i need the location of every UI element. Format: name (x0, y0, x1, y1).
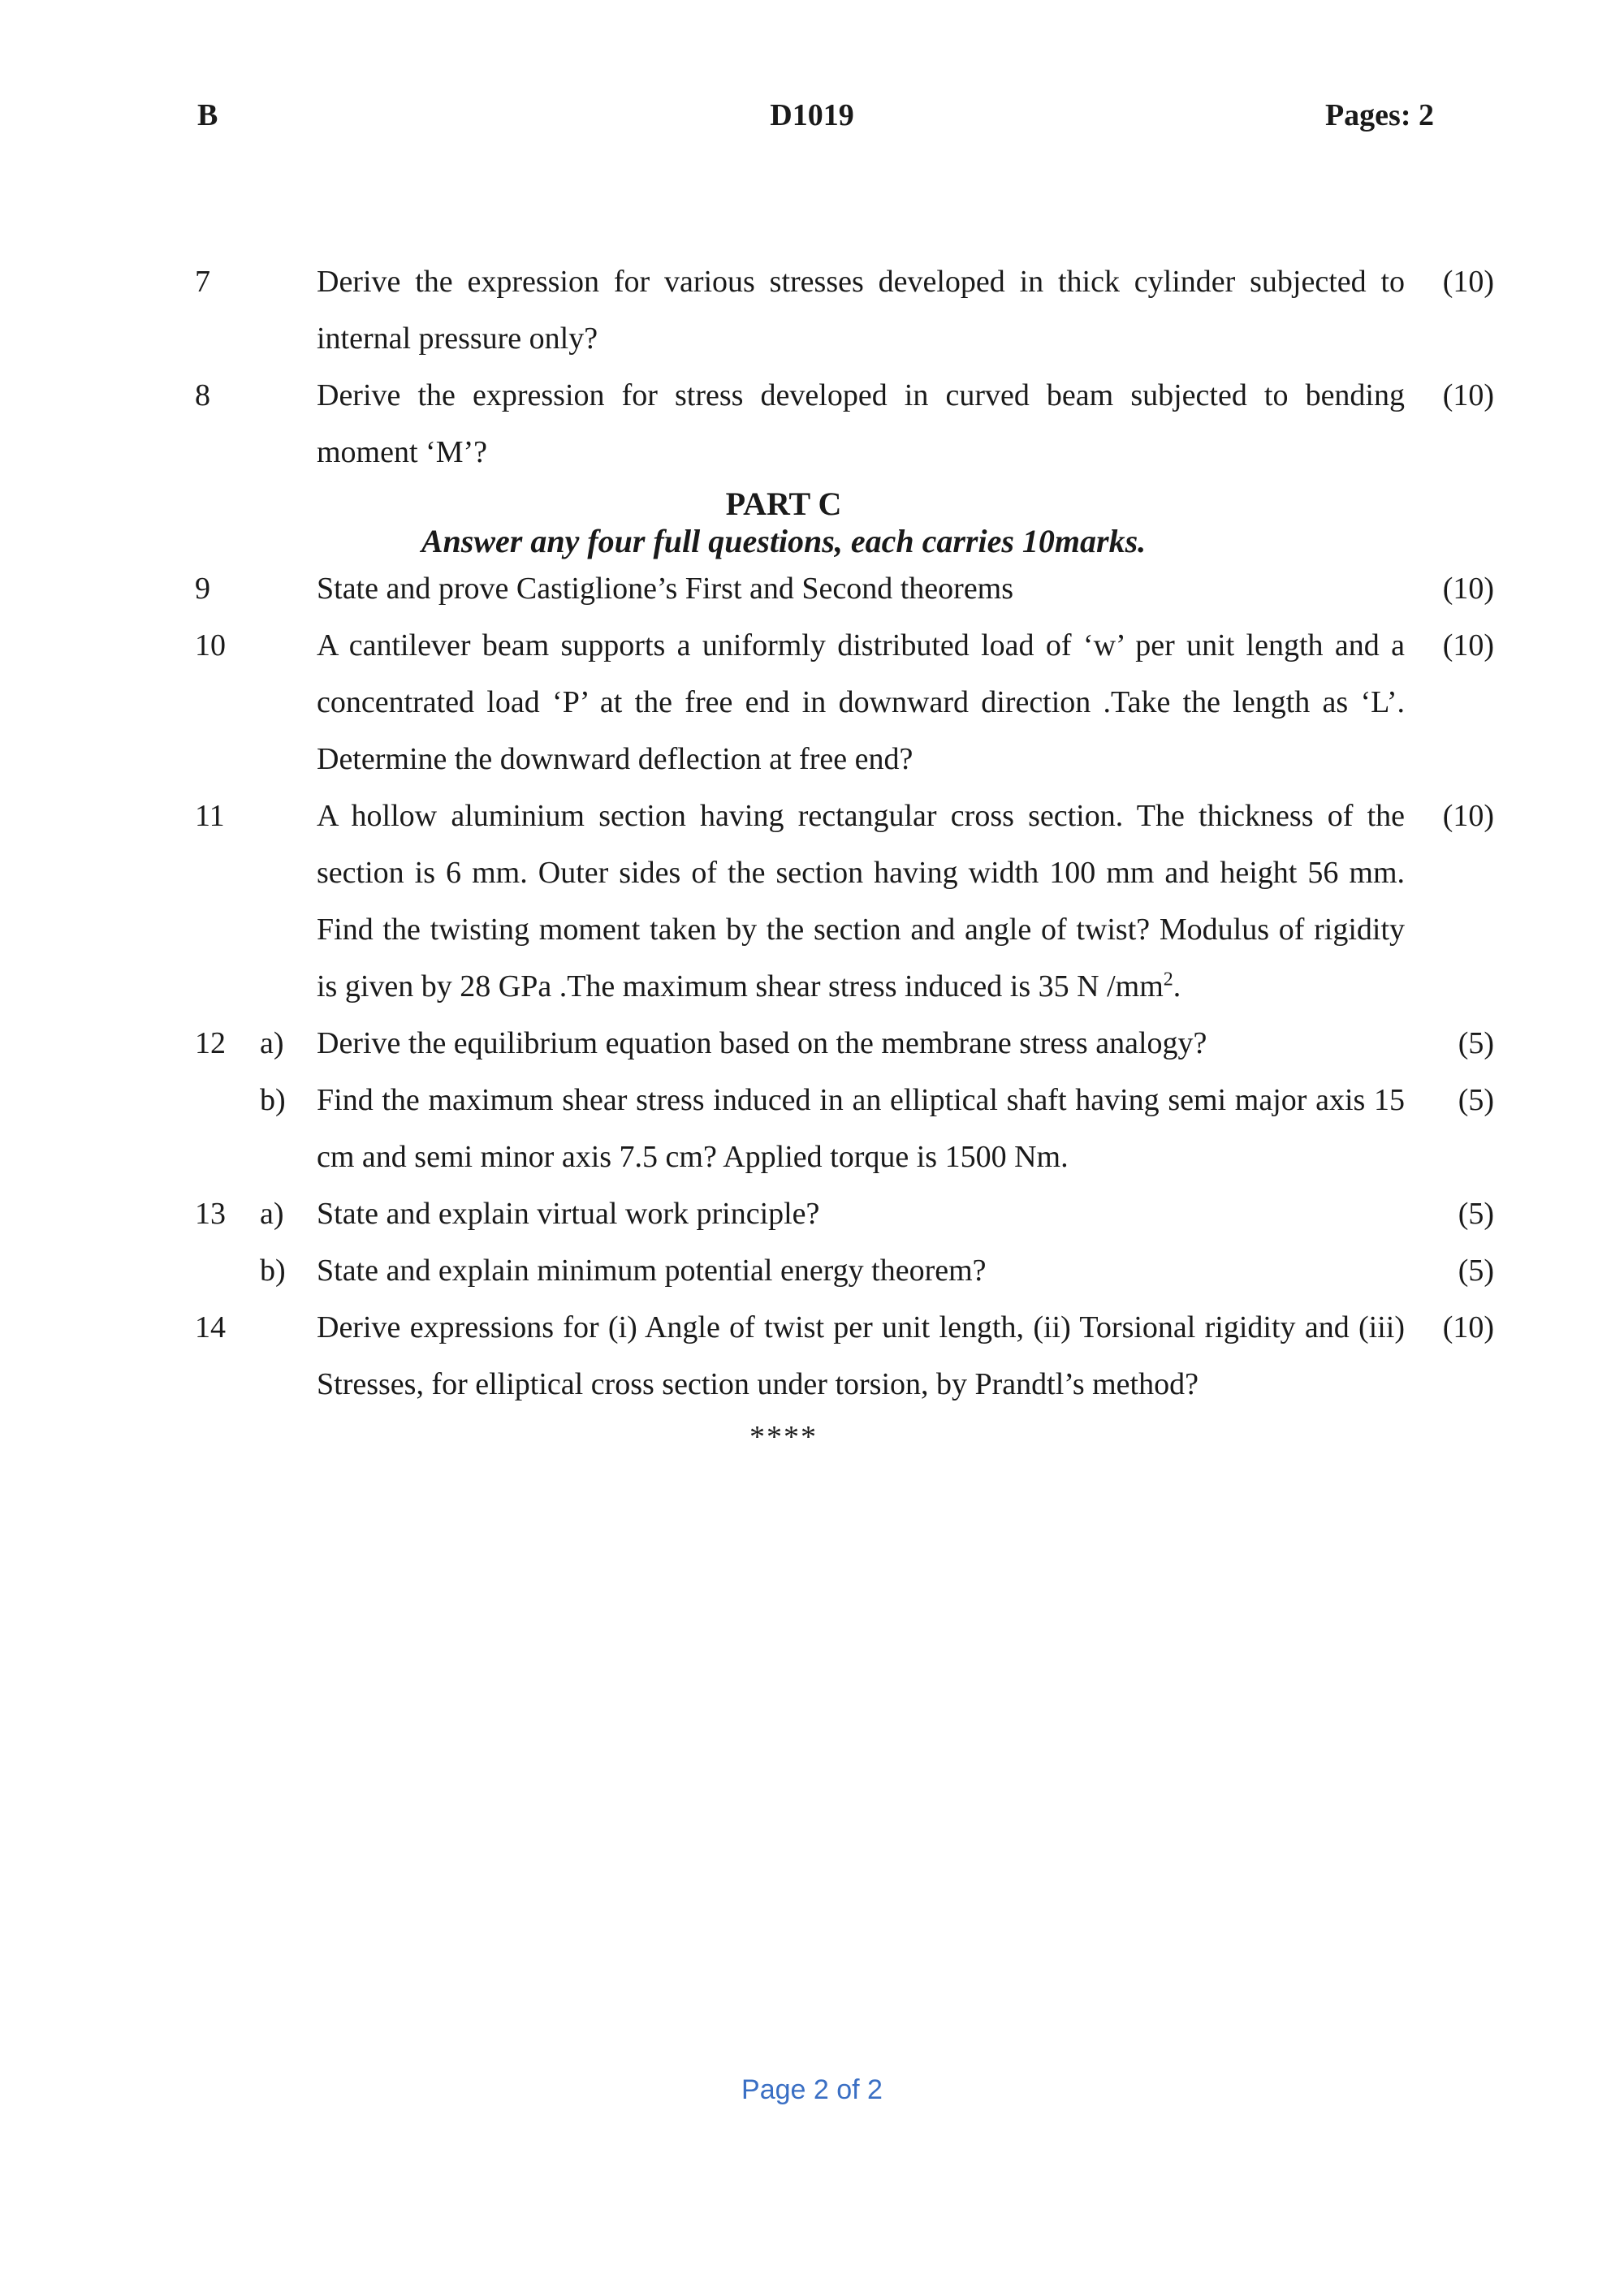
question-row (195, 367, 1494, 481)
question-text (317, 788, 1510, 1015)
question-marks: (5) (1458, 1026, 1494, 1060)
part-title: PART C (725, 486, 842, 522)
question-marks: (10) (1442, 378, 1494, 412)
question-number: 10 (195, 628, 226, 662)
question-text (317, 1299, 1510, 1413)
question-number: 13 (195, 1197, 226, 1231)
question-number: 7 (195, 265, 210, 299)
page-footer: Page 2 of 2 (741, 2074, 883, 2105)
question-number: 12 (195, 1026, 226, 1060)
question-number: 14 (195, 1310, 226, 1344)
question-list (195, 253, 1494, 1461)
question-text (317, 1072, 1510, 1185)
question-row (195, 617, 1494, 788)
question-text-body: A hollow aluminium section having rectangular cross section. The thickness of the section is 6 mm. Outer sides of the section having width 100 mm and height 56 mm. Find the twisting moment taken by the section and angle of twist? Modulus of rigidity is given by 28 GPa .The maximum shear stress induced is 35 N /mm (317, 799, 1405, 1003)
question-text (317, 1015, 1510, 1072)
end-marker: **** (749, 1420, 818, 1454)
superscript: 2 (1163, 969, 1173, 990)
question-text-body: Derive expressions for (i) Angle of twist per unit length, (ii) Torsional rigidity and (iii) Stresses, for elliptical cross section under torsion, by Prandtl’s method? (317, 1310, 1405, 1401)
question-text-body: Find the maximum shear stress induced in an elliptical shaft having semi major axis 15 cm and semi minor axis 7.5 cm? Applied torque is 1500 Nm. (317, 1083, 1405, 1174)
question-text (317, 560, 1510, 617)
part-instruction: Answer any four full questions, each carries 10marks. (421, 523, 1147, 559)
question-subpart: a) (260, 1026, 284, 1060)
question-row (195, 1185, 1494, 1242)
question-subpart: b) (260, 1083, 286, 1117)
question-text-tail: . (1173, 969, 1181, 1003)
question-marks: (10) (1442, 572, 1494, 606)
question-row (195, 1242, 1494, 1299)
header-paper-code: D1019 (770, 98, 854, 132)
header-pages: Pages: 2 (1324, 98, 1434, 132)
question-marks: (5) (1458, 1197, 1494, 1231)
question-row (195, 560, 1494, 617)
question-text-body: State and explain minimum potential energy theorem? (317, 1254, 987, 1288)
question-number: 8 (195, 378, 210, 412)
question-marks: (5) (1458, 1254, 1494, 1288)
question-marks: (10) (1442, 799, 1494, 833)
question-row (195, 1072, 1494, 1185)
question-marks: (5) (1458, 1083, 1494, 1117)
question-marks: (10) (1442, 1310, 1494, 1344)
question-text (317, 1185, 1510, 1242)
question-text-body: State and prove Castiglione’s First and Second theorems (317, 572, 1014, 606)
question-text-body: Derive the expression for various stresses developed in thick cylinder subjected to internal pressure only? (317, 265, 1405, 356)
question-text-body: Derive the equilibrium equation based on the membrane stress analogy? (317, 1026, 1207, 1060)
question-text (317, 253, 1510, 367)
question-text (317, 617, 1510, 788)
question-row (195, 1299, 1494, 1413)
question-text-body: State and explain virtual work principle? (317, 1197, 820, 1231)
question-marks: (10) (1442, 265, 1494, 299)
question-subpart: a) (260, 1197, 284, 1231)
question-row (195, 788, 1494, 1015)
question-row (195, 253, 1494, 367)
header-scheme: B (197, 98, 218, 132)
question-subpart: b) (260, 1254, 286, 1288)
question-number: 11 (195, 799, 225, 833)
question-text (317, 1242, 1510, 1299)
question-marks: (10) (1442, 628, 1494, 662)
question-number: 9 (195, 572, 210, 606)
question-row (195, 1015, 1494, 1072)
question-text (317, 367, 1510, 481)
question-text-body: A cantilever beam supports a uniformly distributed load of ‘w’ per unit length and a concentrated load ‘P’ at the free end in downward direction .Take the length as ‘L’. Determine the downward deflection at free end? (317, 628, 1405, 776)
question-text-body: Derive the expression for stress developed in curved beam subjected to bending moment ‘M’? (317, 378, 1405, 469)
